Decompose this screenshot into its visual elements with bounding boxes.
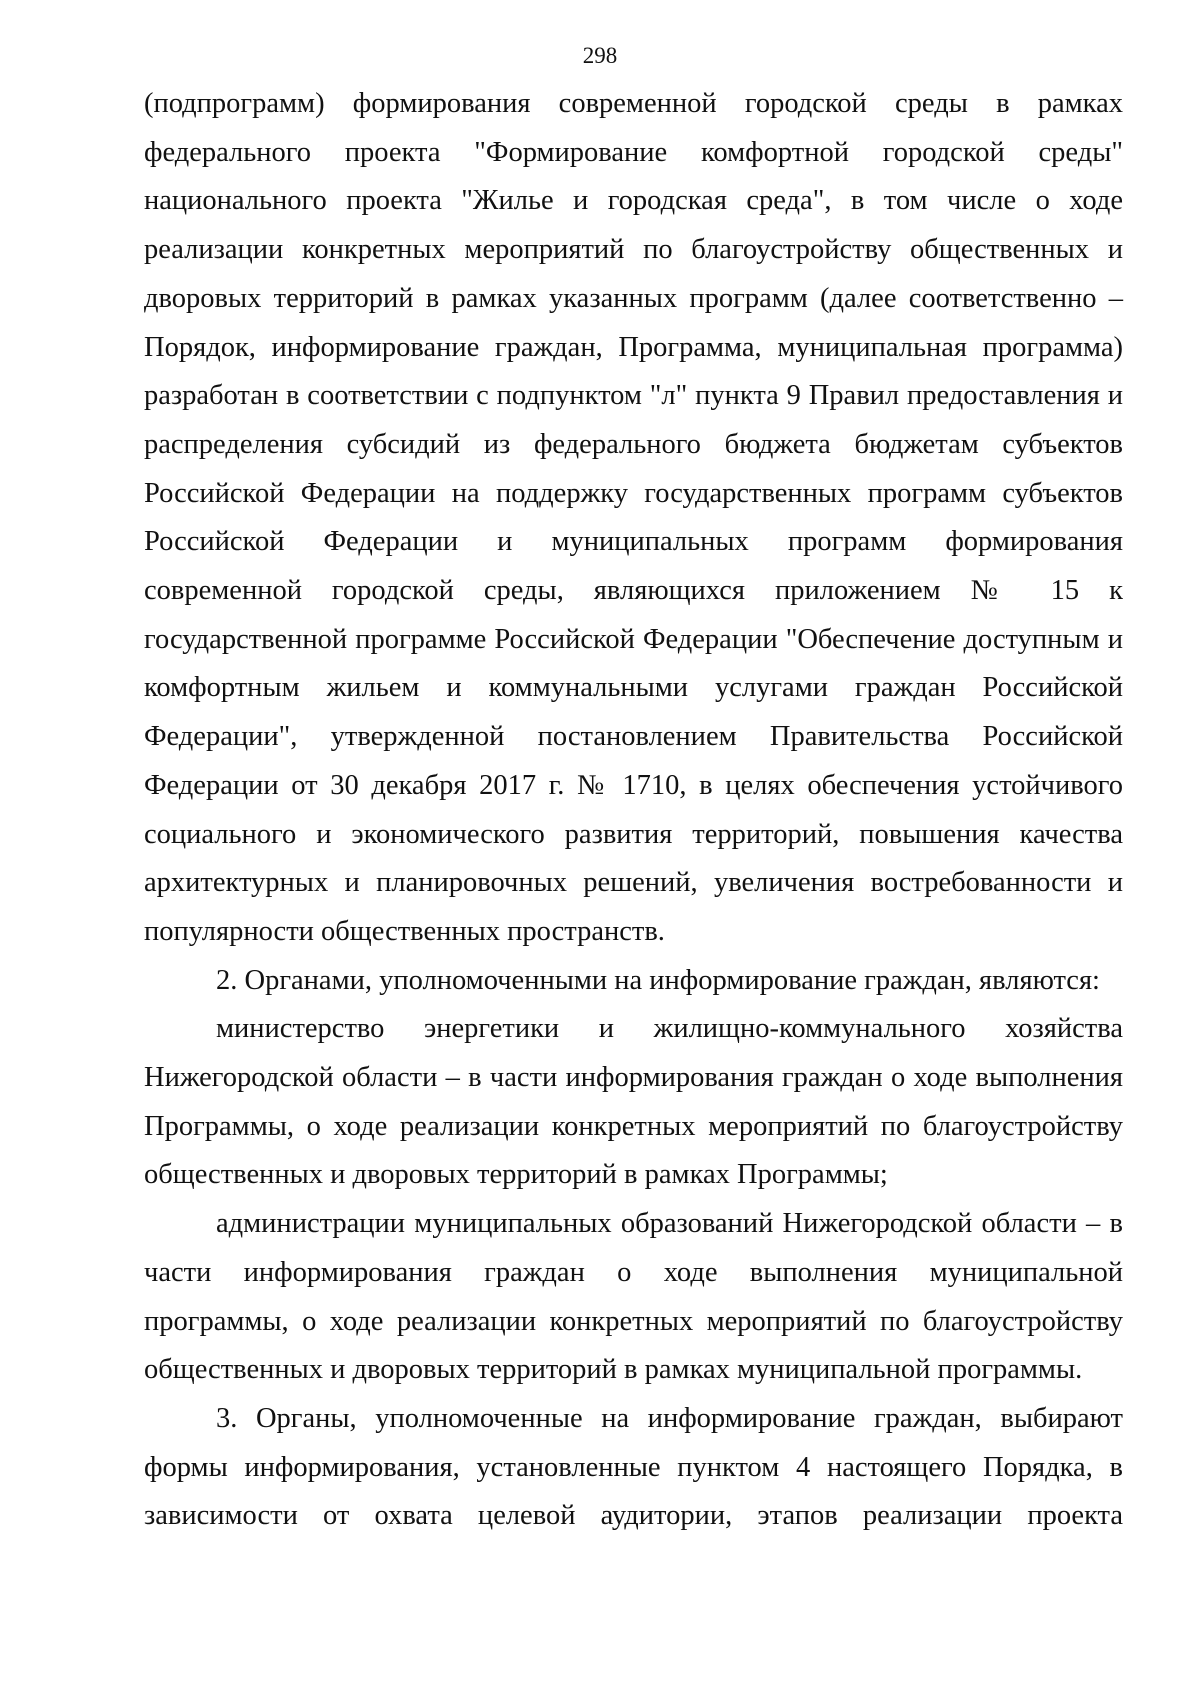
paragraph-item-2: 2. Органами, уполномоченными на информирование граждан, являются:: [216, 964, 1100, 996]
paragraph-purpose: (подпрограмм) формирования современной городской среды в рамках федерального проекта "Формирование комфортной городской среды" национального проекта "Жилье и городская среда", в том числе о ходе реализации конкретных мероприятий по благоустройству общественных и дворовых территорий в рамках указанных программ (далее соответственно – Порядок, информирование граждан, Программа, муниципальная программа) разработан в соответствии с подпунктом "л" пункта 9 Правил предоставления и распределения субсидий из федерального бюджета бюджетам субъектов Российской Федерации на поддержку государственных программ субъектов Российской Федерации и муниципальных программ формирования современной городской среды, являющихся приложением № 15 к государственной программе Российской Федерации "Обеспечение доступным и комфортным жильем и коммунальными услугами граждан Российской Федерации", утвержденной постановлением Правительства Российской Федерации от 30 декабря 2017 г. № 1710, в целях обеспечения устойчивого социального и экономического развития территорий, повышения качества архитектурных и планировочных решений, увеличения востребованности и популярности общественных пространств.: [144, 88, 1123, 947]
paragraph-item-3: 3. Органы, уполномоченные на информирование граждан, выбирают формы информирования, установленные пунктом 4 настоящего Порядка, в зависимости от охвата целевой аудитории, этапов реализации проекта: [144, 1402, 1123, 1532]
paragraph-ministry: министерство энергетики и жилищно-коммунального хозяйства Нижегородской области – в части информирования граждан о ходе выполнения Программы, о ходе реализации конкретных мероприятий по благоустройству общественных и дворовых территорий в рамках Программы;: [144, 1013, 1123, 1191]
paragraph-administrations: администрации муниципальных образований Нижегородской области – в части информирования граждан о ходе выполнения муниципальной программы, о ходе реализации конкретных мероприятий по благоустройству общественных и дворовых территорий в рамках муниципальной программы.: [144, 1208, 1123, 1386]
document-body: [144, 80, 1123, 1541]
page-number: 298: [582, 43, 618, 68]
